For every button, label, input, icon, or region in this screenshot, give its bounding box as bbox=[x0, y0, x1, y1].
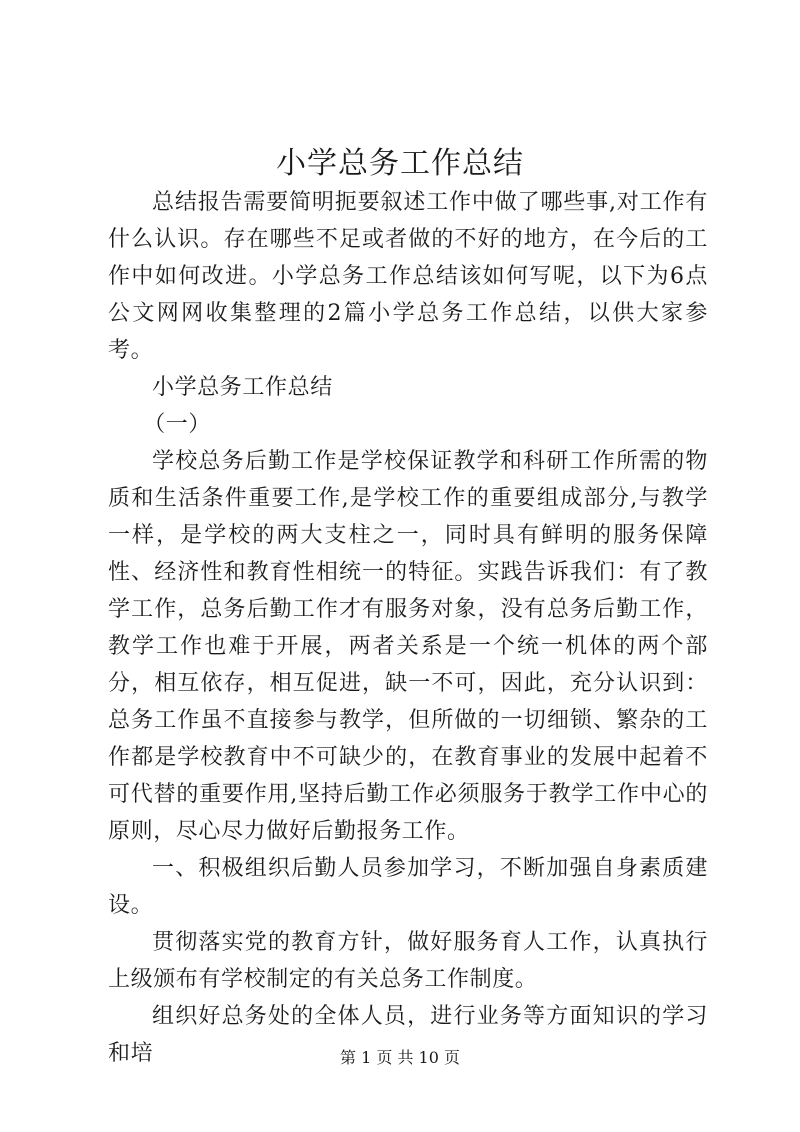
section-subtitle: 小学总务工作总结 bbox=[152, 375, 333, 400]
document-body bbox=[108, 184, 708, 1072]
section-number: （一） bbox=[143, 412, 211, 437]
page-footer: 第 1 页 共 10 页 bbox=[340, 1048, 460, 1067]
body-paragraph: 组织好总务处的全体人员，进行业务等方面知识的学习和培 bbox=[108, 1004, 708, 1066]
section-heading: 一、积极组织后勤人员参加学习，不断加强自身素质建设。 bbox=[108, 856, 708, 918]
body-paragraph: 贯彻落实党的教育方针，做好服务育人工作，认真执行上级颁布有学校制定的有关总务工作制度。 bbox=[108, 930, 708, 992]
body-paragraph: 学校总务后勤工作是学校保证教学和科研工作所需的物质和生活条件重要工作,是学校工作的重要组成部分,与教学一样，是学校的两大支柱之一，同时具有鲜明的服务保障性、经济性和教育性相统一的特征。实践告诉我们：有了教学工作，总务后勤工作才有服务对象，没有总务后勤工作，教学工作也难于开展，两者关系是一个统一机体的两个部分，相互依存，相互促进，缺一不可，因此，充分认识到：总务工作虽不直接参与教学，但所做的一切细锁、繁杂的工作都是学校教育中不可缺少的，在教育事业的发展中起着不可代替的重要作用,坚持后勤工作必须服务于教学工作中心的原则，尽心尽力做好后勤报务工作。 bbox=[108, 449, 708, 844]
intro-paragraph: 总结报告需要简明扼要叙述工作中做了哪些事,对工作有什么认识。存在哪些不足或者做的不好的地方，在今后的工作中如何改进。小学总务工作总结该如何写呢，以下为6点公文网网收集整理的2篇小学总务工作总结，以供大家参考。 bbox=[108, 190, 708, 363]
document-title: 小学总务工作总结 bbox=[276, 146, 524, 181]
